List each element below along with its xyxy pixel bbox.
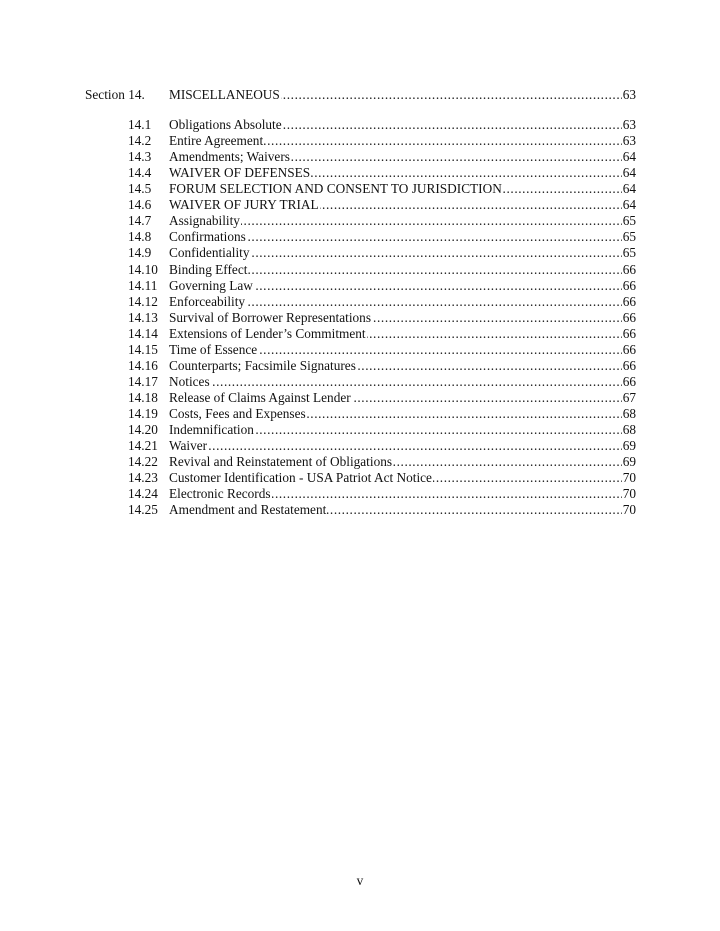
entry-title: Revival and Reinstatement of Obligations	[169, 454, 393, 470]
entry-page-number: 68	[622, 405, 636, 421]
entry-number: 14.9	[128, 245, 152, 261]
entry-number: 14.15	[128, 341, 158, 357]
entry-page-number: 69	[622, 438, 636, 453]
entry-title: Waiver	[169, 438, 208, 453]
entry-leader	[169, 406, 636, 422]
entry-title: Enforceability	[169, 293, 246, 309]
entry-number: 14.10	[128, 261, 158, 277]
entry-page-number: 66	[622, 309, 636, 325]
toc-entry-row	[0, 422, 720, 438]
toc-entry-row	[0, 342, 720, 358]
entry-title: Time of Essence	[169, 341, 258, 357]
entry-number: 14.19	[128, 405, 158, 421]
entry-leader	[169, 181, 636, 197]
entry-leader	[169, 390, 636, 406]
entry-leader	[169, 438, 636, 454]
entry-page-number: 70	[622, 486, 636, 502]
entry-title: Assignability	[169, 213, 240, 229]
entry-number: 14.3	[128, 149, 152, 165]
entry-number: 14.21	[128, 438, 158, 453]
entry-page-number: 66	[622, 373, 636, 389]
entry-page-number: 64	[622, 165, 636, 181]
entry-number: 14.17	[128, 373, 158, 389]
entry-page-number: 67	[622, 389, 636, 405]
entry-page-number: 69	[622, 454, 636, 470]
entry-leader	[169, 262, 636, 278]
entry-page-number: 63	[622, 117, 636, 132]
entry-leader	[169, 358, 636, 374]
entry-page-number: 64	[622, 181, 636, 197]
entry-number: 14.12	[128, 293, 158, 309]
entry-title: Release of Claims Against Lender	[169, 389, 351, 405]
section-page-number: 63	[622, 87, 636, 102]
entry-page-number: 65	[622, 229, 636, 245]
entry-page-number: 68	[622, 421, 636, 437]
entry-page-number: 66	[622, 325, 636, 341]
entry-leader	[169, 213, 636, 229]
entry-title: Confirmations	[169, 229, 246, 245]
entry-leader	[169, 470, 636, 486]
entry-leader	[169, 229, 636, 245]
entry-title: Extensions of Lender’s Commitment	[169, 325, 366, 341]
toc-entry-row	[0, 358, 720, 374]
entry-number: 14.16	[128, 357, 158, 373]
entry-leader	[169, 278, 636, 294]
entry-page-number: 65	[622, 245, 636, 261]
entry-title: Electronic Records	[169, 486, 271, 502]
entry-title: Amendment and Restatement	[169, 502, 327, 518]
entry-title: Costs, Fees and Expenses	[169, 405, 306, 421]
entry-leader	[169, 374, 636, 390]
toc-entry-row	[0, 117, 720, 133]
entry-page-number: 66	[622, 277, 636, 293]
entry-number: 14.7	[128, 213, 152, 229]
toc-entry-row	[0, 502, 720, 518]
entry-leader	[169, 149, 636, 165]
entry-number: 14.5	[128, 181, 152, 197]
entry-leader	[169, 342, 636, 358]
entry-number: 14.22	[128, 454, 158, 470]
toc-entry-row	[0, 454, 720, 470]
entry-page-number: 66	[622, 293, 636, 309]
toc-entry-row	[0, 133, 720, 149]
entry-number: 14.23	[128, 470, 158, 486]
entry-number: 14.8	[128, 229, 152, 245]
toc-entry-row	[0, 197, 720, 213]
toc-entry-row	[0, 245, 720, 261]
entry-title: WAIVER OF JURY TRIAL	[169, 197, 319, 213]
entry-leader	[169, 326, 636, 342]
toc-entry-row	[0, 470, 720, 486]
entry-page-number: 63	[622, 133, 636, 149]
entry-title: WAIVER OF DEFENSES	[169, 165, 311, 181]
toc-entry-row	[0, 213, 720, 229]
entry-title: Obligations Absolute	[169, 117, 282, 132]
entry-leader	[169, 502, 636, 518]
section-title: MISCELLANEOUS	[169, 87, 280, 102]
entry-title: Notices	[169, 373, 210, 389]
entry-leader	[169, 165, 636, 181]
entry-number: 14.6	[128, 197, 152, 213]
entry-title: Binding Effect	[169, 261, 248, 277]
toc-entry-row	[0, 390, 720, 406]
entry-page-number: 66	[622, 341, 636, 357]
entry-title: Survival of Borrower Representations	[169, 309, 371, 325]
toc-entry-row	[0, 149, 720, 165]
entry-page-number: 66	[622, 261, 636, 277]
entry-title: FORUM SELECTION AND CONSENT TO JURISDICTION	[169, 181, 502, 197]
toc-entry-row	[0, 486, 720, 502]
entry-leader	[169, 454, 636, 470]
entry-page-number: 70	[622, 502, 636, 518]
entry-number: 14.13	[128, 309, 158, 325]
toc-entry-row	[0, 438, 720, 454]
entry-page-number: 66	[622, 357, 636, 373]
toc-entry-row	[0, 278, 720, 294]
toc-entry-row	[0, 262, 720, 278]
dot-leader	[169, 374, 636, 390]
toc-entry-row	[0, 165, 720, 181]
toc-entry-row	[0, 326, 720, 342]
entry-leader	[169, 133, 636, 149]
entry-title: Customer Identification - USA Patriot Act Notice	[169, 470, 432, 486]
entry-title: Indemnification	[169, 421, 254, 437]
page-footer-number: v	[356, 873, 364, 888]
dot-leader	[169, 438, 636, 454]
toc-entry-row	[0, 229, 720, 245]
entry-number: 14.25	[128, 502, 158, 518]
toc-entry-row	[0, 374, 720, 390]
entry-title: Entire Agreement	[169, 133, 264, 149]
entry-title: Counterparts; Facsimile Signatures	[169, 357, 356, 373]
entry-leader	[169, 117, 636, 133]
toc-entry-row	[0, 294, 720, 310]
entry-number: 14.24	[128, 486, 158, 502]
entry-number: 14.20	[128, 421, 158, 437]
entry-page-number: 65	[622, 213, 636, 229]
entry-leader	[169, 422, 636, 438]
entry-page-number: 64	[622, 197, 636, 213]
entry-leader	[169, 197, 636, 213]
entry-number: 14.4	[128, 165, 152, 181]
entry-title: Amendments; Waivers	[169, 149, 290, 165]
entry-number: 14.1	[128, 117, 152, 132]
entry-leader	[169, 294, 636, 310]
toc-entry-row	[0, 310, 720, 326]
entry-number: 14.11	[128, 277, 158, 293]
toc-entry-row	[0, 406, 720, 422]
entry-leader	[169, 486, 636, 502]
section-leader	[169, 87, 636, 103]
entry-title: Governing Law	[169, 277, 253, 293]
entry-number: 14.18	[128, 389, 158, 405]
toc-section-row	[0, 87, 720, 103]
entry-page-number: 70	[622, 470, 636, 486]
section-number: Section 14.	[85, 87, 145, 102]
entry-leader	[169, 245, 636, 261]
toc-entry-row	[0, 181, 720, 197]
entry-leader	[169, 310, 636, 326]
entry-title: Confidentiality	[169, 245, 250, 261]
entry-number: 14.14	[128, 325, 158, 341]
entry-number: 14.2	[128, 133, 152, 149]
entry-page-number: 64	[622, 149, 636, 165]
